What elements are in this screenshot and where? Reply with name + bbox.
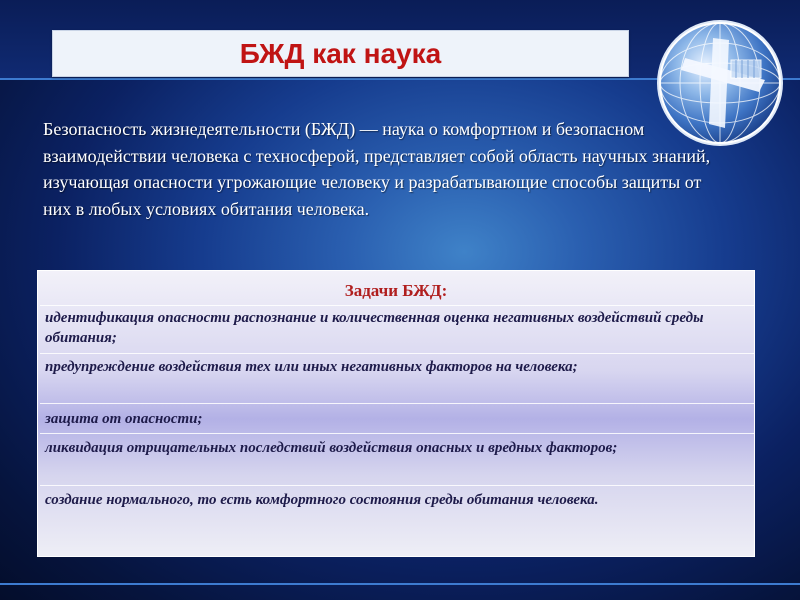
task-item-1: идентификация опасности распознание и количественная оценка негативных воздействий среды обитания; [45, 310, 704, 346]
task-item-4: ликвидация отрицательных последствий воздействия опасных и вредных факторов; [45, 440, 618, 456]
task-divider [40, 433, 754, 434]
task-item-3: защита от опасности; [45, 411, 203, 427]
tasks-panel [37, 270, 755, 557]
task-item-5: создание нормального, то есть комфортного состояния среды обитания человека. [45, 492, 599, 508]
slide-title: БЖД как наука [239, 37, 442, 69]
tasks-heading: Задачи БЖД: [344, 281, 448, 300]
task-divider [40, 403, 754, 404]
title-box [52, 30, 629, 77]
task-item-2: предупреждение воздействия тех или иных негативных факторов на человека; [45, 359, 578, 375]
footer-divider [0, 583, 800, 585]
task-divider [40, 485, 754, 486]
task-divider [40, 353, 754, 354]
intro-paragraph: Безопасность жизнедеятельности (БЖД) — наука о комфортном и безопасном взаимодействии человека с техносферой, представляет собой область научных знаний, изучающая опасности угрожающие человеку и разрабатывающие способы защиты от них в любых условиях обитания человека. [43, 119, 711, 219]
task-divider [40, 305, 754, 306]
